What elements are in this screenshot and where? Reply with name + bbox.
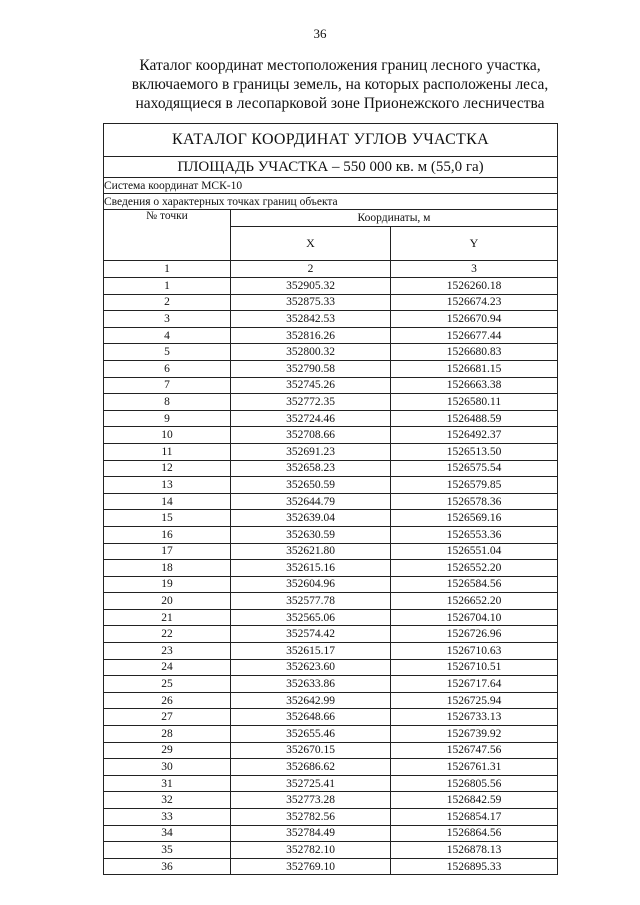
table-row bbox=[104, 742, 558, 759]
point-number-cell: 34 bbox=[104, 825, 231, 842]
point-number-cell: 15 bbox=[104, 510, 231, 527]
y-coordinate-cell: 1526513.50 bbox=[391, 443, 558, 460]
point-number-cell: 6 bbox=[104, 360, 231, 377]
y-coordinate-cell: 1526670.94 bbox=[391, 311, 558, 328]
point-number-cell: 10 bbox=[104, 427, 231, 444]
table-row bbox=[104, 560, 558, 577]
table-row bbox=[104, 493, 558, 510]
x-coordinate-cell: 352691.23 bbox=[231, 443, 391, 460]
y-coordinate-cell: 1526747.56 bbox=[391, 742, 558, 759]
table-area-row bbox=[104, 157, 558, 178]
x-coordinate-cell: 352686.62 bbox=[231, 759, 391, 776]
y-coordinate-cell: 1526739.92 bbox=[391, 726, 558, 743]
coordinate-system: Система координат МСК-10 bbox=[104, 178, 558, 194]
x-coordinate-cell: 352565.06 bbox=[231, 609, 391, 626]
y-coordinate-cell: 1526492.37 bbox=[391, 427, 558, 444]
title-line: включаемого в границы земель, на которых расположены леса, bbox=[131, 76, 549, 93]
point-number-cell: 3 bbox=[104, 311, 231, 328]
x-coordinate-cell: 352790.58 bbox=[231, 360, 391, 377]
y-coordinate-cell: 1526864.56 bbox=[391, 825, 558, 842]
point-number-cell: 25 bbox=[104, 676, 231, 693]
y-coordinate-cell: 1526260.18 bbox=[391, 278, 558, 295]
y-coordinate-cell: 1526552.20 bbox=[391, 560, 558, 577]
table-title: КАТАЛОГ КООРДИНАТ УГЛОВ УЧАСТКА bbox=[104, 124, 558, 157]
table-row bbox=[104, 278, 558, 295]
point-number-cell: 1 bbox=[104, 278, 231, 295]
y-coordinate-cell: 1526733.13 bbox=[391, 709, 558, 726]
page-number: 36 bbox=[313, 26, 327, 41]
x-coordinate-cell: 352800.32 bbox=[231, 344, 391, 361]
points-info-row bbox=[104, 194, 558, 210]
table-row bbox=[104, 626, 558, 643]
y-coordinate-cell: 1526710.51 bbox=[391, 659, 558, 676]
y-coordinate-cell: 1526726.96 bbox=[391, 626, 558, 643]
x-coordinate-cell: 352842.53 bbox=[231, 311, 391, 328]
point-number-cell: 29 bbox=[104, 742, 231, 759]
y-coordinate-cell: 1526761.31 bbox=[391, 759, 558, 776]
table-row bbox=[104, 759, 558, 776]
x-coordinate-cell: 352670.15 bbox=[231, 742, 391, 759]
point-number-cell: 23 bbox=[104, 643, 231, 660]
y-coordinate-cell: 1526710.63 bbox=[391, 643, 558, 660]
title-line: находящиеся в лесопарковой зоне Прионежского лесничества bbox=[135, 95, 545, 112]
x-coordinate-cell: 352644.79 bbox=[231, 493, 391, 510]
x-coordinate-cell: 352875.33 bbox=[231, 294, 391, 311]
y-coordinate-cell: 1526704.10 bbox=[391, 609, 558, 626]
column-number: 2 bbox=[231, 261, 391, 278]
y-coordinate-cell: 1526584.56 bbox=[391, 576, 558, 593]
x-coordinate-cell: 352577.78 bbox=[231, 593, 391, 610]
y-coordinate-cell: 1526578.36 bbox=[391, 493, 558, 510]
point-number-cell: 26 bbox=[104, 692, 231, 709]
point-number-cell: 36 bbox=[104, 858, 231, 875]
point-number-cell: 19 bbox=[104, 576, 231, 593]
x-coordinate-cell: 352816.26 bbox=[231, 327, 391, 344]
point-number-cell: 4 bbox=[104, 327, 231, 344]
y-coordinate-cell: 1526652.20 bbox=[391, 593, 558, 610]
column-number: 3 bbox=[391, 261, 558, 278]
x-coordinate-cell: 352724.46 bbox=[231, 410, 391, 427]
y-coordinate-cell: 1526663.38 bbox=[391, 377, 558, 394]
table-row bbox=[104, 825, 558, 842]
point-number-cell: 9 bbox=[104, 410, 231, 427]
y-coordinate-cell: 1526878.13 bbox=[391, 842, 558, 859]
point-number-cell: 20 bbox=[104, 593, 231, 610]
table-row bbox=[104, 443, 558, 460]
table-row bbox=[104, 842, 558, 859]
point-number-cell: 16 bbox=[104, 526, 231, 543]
points-info: Сведения о характерных точках границ объекта bbox=[104, 194, 558, 210]
y-coordinate-cell: 1526717.64 bbox=[391, 676, 558, 693]
x-coordinate-cell: 352745.26 bbox=[231, 377, 391, 394]
point-number-cell: 14 bbox=[104, 493, 231, 510]
table-row bbox=[104, 460, 558, 477]
point-number-cell: 35 bbox=[104, 842, 231, 859]
table-row bbox=[104, 477, 558, 494]
table-row bbox=[104, 510, 558, 527]
table-row bbox=[104, 709, 558, 726]
column-header-y: Y bbox=[391, 227, 558, 261]
x-coordinate-cell: 352772.35 bbox=[231, 394, 391, 411]
table-row bbox=[104, 609, 558, 626]
column-header-coordinates: Координаты, м bbox=[231, 210, 558, 227]
x-coordinate-cell: 352642.99 bbox=[231, 692, 391, 709]
area-label: ПЛОЩАДЬ УЧАСТКА – 550 000 кв. м (55,0 га) bbox=[104, 157, 558, 178]
x-coordinate-cell: 352639.04 bbox=[231, 510, 391, 527]
point-number-cell: 18 bbox=[104, 560, 231, 577]
point-number-cell: 8 bbox=[104, 394, 231, 411]
y-coordinate-cell: 1526580.11 bbox=[391, 394, 558, 411]
y-coordinate-cell: 1526854.17 bbox=[391, 809, 558, 826]
y-coordinate-cell: 1526842.59 bbox=[391, 792, 558, 809]
point-number-cell: 17 bbox=[104, 543, 231, 560]
coordinates-table bbox=[103, 123, 558, 875]
y-coordinate-cell: 1526569.16 bbox=[391, 510, 558, 527]
x-coordinate-cell: 352905.32 bbox=[231, 278, 391, 295]
x-coordinate-cell: 352633.86 bbox=[231, 676, 391, 693]
point-number-cell: 13 bbox=[104, 477, 231, 494]
point-number-cell: 30 bbox=[104, 759, 231, 776]
table-row bbox=[104, 543, 558, 560]
table-row bbox=[104, 659, 558, 676]
column-numbers-row bbox=[104, 261, 558, 278]
table-row bbox=[104, 809, 558, 826]
y-coordinate-cell: 1526680.83 bbox=[391, 344, 558, 361]
x-coordinate-cell: 352773.28 bbox=[231, 792, 391, 809]
point-number-cell: 27 bbox=[104, 709, 231, 726]
y-coordinate-cell: 1526553.36 bbox=[391, 526, 558, 543]
title-line: Каталог координат местоположения границ лесного участка, bbox=[139, 57, 541, 74]
table-row bbox=[104, 410, 558, 427]
table-title-row bbox=[104, 124, 558, 157]
header-row bbox=[104, 210, 558, 227]
table-row bbox=[104, 726, 558, 743]
x-coordinate-cell: 352769.10 bbox=[231, 858, 391, 875]
x-coordinate-cell: 352655.46 bbox=[231, 726, 391, 743]
y-coordinate-cell: 1526575.54 bbox=[391, 460, 558, 477]
y-coordinate-cell: 1526677.44 bbox=[391, 327, 558, 344]
point-number-cell: 33 bbox=[104, 809, 231, 826]
x-coordinate-cell: 352615.16 bbox=[231, 560, 391, 577]
x-coordinate-cell: 352648.66 bbox=[231, 709, 391, 726]
y-coordinate-cell: 1526895.33 bbox=[391, 858, 558, 875]
x-coordinate-cell: 352574.42 bbox=[231, 626, 391, 643]
table-row bbox=[104, 394, 558, 411]
table-row bbox=[104, 526, 558, 543]
table-row bbox=[104, 377, 558, 394]
table-row bbox=[104, 593, 558, 610]
point-number-cell: 11 bbox=[104, 443, 231, 460]
table-row bbox=[104, 676, 558, 693]
y-coordinate-cell: 1526488.59 bbox=[391, 410, 558, 427]
point-number-cell: 2 bbox=[104, 294, 231, 311]
point-number-cell: 24 bbox=[104, 659, 231, 676]
y-coordinate-cell: 1526579.85 bbox=[391, 477, 558, 494]
y-coordinate-cell: 1526674.23 bbox=[391, 294, 558, 311]
point-number-cell: 12 bbox=[104, 460, 231, 477]
table-row bbox=[104, 311, 558, 328]
point-number-cell: 31 bbox=[104, 775, 231, 792]
table-row bbox=[104, 344, 558, 361]
table-row bbox=[104, 775, 558, 792]
x-coordinate-cell: 352725.41 bbox=[231, 775, 391, 792]
x-coordinate-cell: 352784.49 bbox=[231, 825, 391, 842]
x-coordinate-cell: 352782.10 bbox=[231, 842, 391, 859]
table-row bbox=[104, 576, 558, 593]
point-number-cell: 5 bbox=[104, 344, 231, 361]
x-coordinate-cell: 352604.96 bbox=[231, 576, 391, 593]
x-coordinate-cell: 352623.60 bbox=[231, 659, 391, 676]
y-coordinate-cell: 1526681.15 bbox=[391, 360, 558, 377]
table-row bbox=[104, 792, 558, 809]
point-number-cell: 28 bbox=[104, 726, 231, 743]
point-number-cell: 21 bbox=[104, 609, 231, 626]
table-row bbox=[104, 692, 558, 709]
x-coordinate-cell: 352630.59 bbox=[231, 526, 391, 543]
column-header-x: X bbox=[231, 227, 391, 261]
table-row bbox=[104, 643, 558, 660]
x-coordinate-cell: 352782.56 bbox=[231, 809, 391, 826]
table-row bbox=[104, 327, 558, 344]
column-header-point: № точки bbox=[104, 210, 231, 261]
y-coordinate-cell: 1526725.94 bbox=[391, 692, 558, 709]
point-number-cell: 22 bbox=[104, 626, 231, 643]
x-coordinate-cell: 352708.66 bbox=[231, 427, 391, 444]
y-coordinate-cell: 1526551.04 bbox=[391, 543, 558, 560]
table-row bbox=[104, 294, 558, 311]
table-row bbox=[104, 858, 558, 875]
coordinate-system-row bbox=[104, 178, 558, 194]
table-row bbox=[104, 360, 558, 377]
point-number-cell: 32 bbox=[104, 792, 231, 809]
column-number: 1 bbox=[104, 261, 231, 278]
x-coordinate-cell: 352658.23 bbox=[231, 460, 391, 477]
x-coordinate-cell: 352615.17 bbox=[231, 643, 391, 660]
x-coordinate-cell: 352621.80 bbox=[231, 543, 391, 560]
y-coordinate-cell: 1526805.56 bbox=[391, 775, 558, 792]
document-title bbox=[100, 56, 580, 113]
x-coordinate-cell: 352650.59 bbox=[231, 477, 391, 494]
table-row bbox=[104, 427, 558, 444]
point-number-cell: 7 bbox=[104, 377, 231, 394]
